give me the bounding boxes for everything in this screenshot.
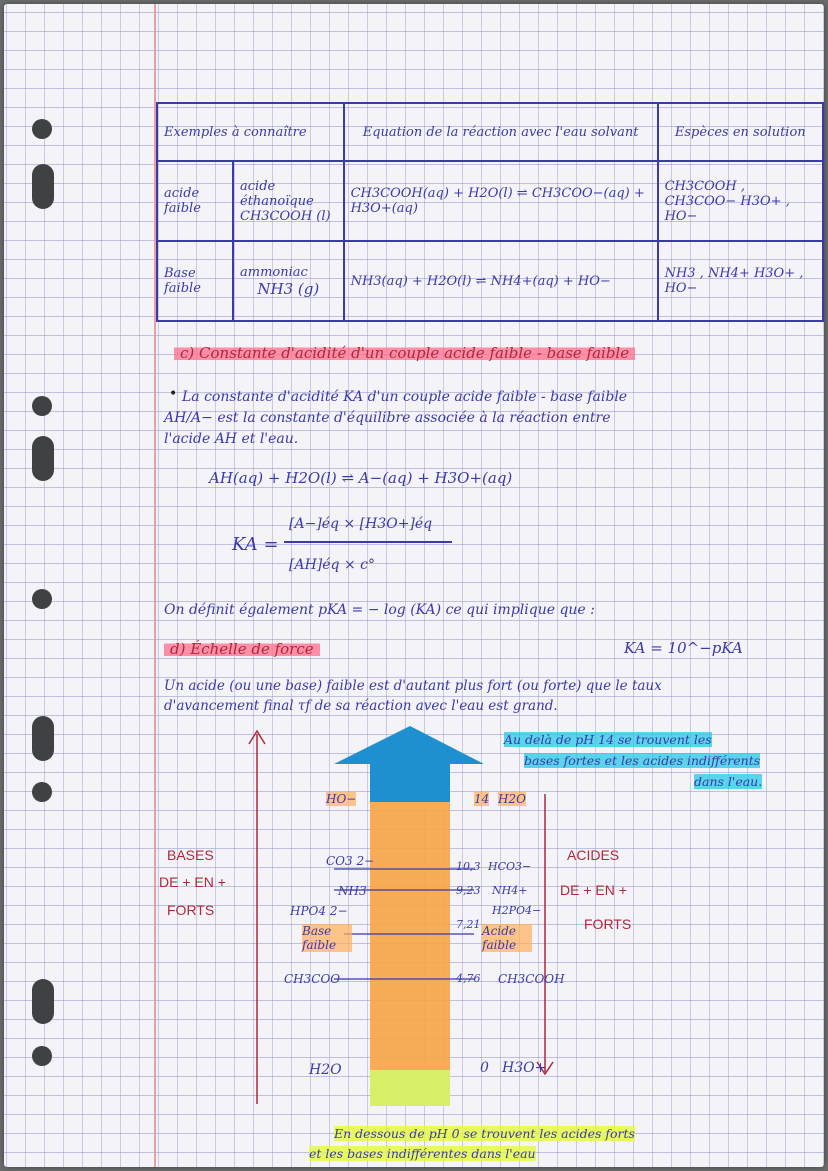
table-formula-text: CH3COOH (l)	[240, 208, 331, 224]
left-label-line-2: DE + EN +	[159, 874, 226, 890]
section-d-line-1: Un acide (ou une base) faible est d'autant plus fort (ou forte) que le taux	[164, 678, 662, 694]
base-entry: CO3 2−	[326, 854, 375, 868]
acid-entry: NH4+	[492, 884, 528, 897]
section-c-paragraph-2: AH/A− est la constante d'équilibre associée à la réaction entre	[164, 410, 611, 426]
table-cell-species: NH3 , NH4+ H3O+ , HO−	[658, 241, 823, 321]
top-note-line-1: Au delà de pH 14 se trouvent les	[504, 732, 712, 747]
bottom-note-line-2: et les bases indifférentes dans l'eau	[309, 1146, 536, 1161]
section-d-line-2: d'avancement final τf de sa réaction avec l'eau est grand.	[164, 698, 558, 714]
pka-definition: On définit également pKA = − log (KA) ce qui implique que :	[164, 602, 595, 618]
section-d-title: d) Échelle de force	[164, 640, 320, 658]
notebook-page	[4, 4, 824, 1167]
table-cell-species: CH3COOH , CH3COO− H3O+ , HO−	[658, 161, 823, 241]
table-cell-equation: NH3(aq) + H2O(l) ⇌ NH4+(aq) + HO−	[344, 241, 658, 321]
ka-numerator: [A−]éq × [H3O+]éq	[289, 516, 433, 532]
right-label-line-1: ACIDES	[567, 847, 620, 863]
base-entry: H2O	[309, 1062, 342, 1078]
acidity-equation: AH(aq) + H2O(l) ⇌ A−(aq) + H3O+(aq)	[209, 469, 513, 487]
table-name-text: acide éthanoïque	[240, 178, 314, 209]
ka-denominator: [AH]éq × c°	[289, 557, 375, 573]
table-cell-type: acide faible	[157, 161, 233, 241]
left-label-line-3: FORTS	[167, 902, 215, 918]
table-header-equation: Equation de la réaction avec l'eau solvant	[344, 103, 658, 161]
acid-entry: H3O+	[502, 1060, 547, 1076]
pka-value: 14	[474, 792, 490, 806]
ka-power: KA = 10^−pKA	[624, 639, 743, 657]
base-entry: NH3	[338, 884, 367, 898]
section-c-paragraph-3: l'acide AH et l'eau.	[164, 431, 299, 447]
pka-value: 10,3	[456, 860, 481, 873]
acid-entry: H2PO4−	[492, 904, 542, 917]
acid-entry: H2O	[498, 792, 526, 806]
pka-value: 9,23	[456, 884, 481, 897]
ka-symbol: KA =	[232, 534, 279, 555]
weak-acid-label: Acide faible	[482, 924, 532, 952]
table-name-text: ammoniac	[240, 264, 308, 280]
table-cell-type: Base faible	[157, 241, 233, 321]
table-header-examples: Exemples à connaître	[157, 103, 344, 161]
blue-scale-arrow	[334, 726, 484, 802]
base-entry: HO−	[326, 792, 357, 806]
left-label-line-1: BASES	[167, 847, 214, 863]
table-formula-text: NH3 (g)	[257, 279, 320, 298]
pka-value: 0	[480, 1060, 489, 1076]
acid-entry: HCO3−	[488, 860, 532, 873]
bullet: •	[169, 386, 178, 402]
pka-value: 4,76	[456, 972, 481, 985]
table-cell-equation: CH3COOH(aq) + H2O(l) ⇌ CH3COO−(aq) + H3O+(aq)	[344, 161, 658, 241]
base-entry: CH3COO−	[284, 972, 351, 986]
acid-entry: CH3COOH	[498, 972, 565, 986]
right-label-line-3: FORTS	[584, 916, 632, 932]
bottom-zone-bar	[370, 1070, 450, 1106]
section-c-title: c) Constante d'acidité d'un couple acide faible - base faible	[174, 344, 635, 362]
bottom-note-line-1: En dessous de pH 0 se trouvent les acides forts	[334, 1126, 635, 1141]
base-entry: HPO4 2−	[290, 904, 348, 918]
section-c-paragraph-1: La constante d'acidité KA d'un couple acide faible - base faible	[182, 389, 628, 405]
weak-base-label: Base faible	[302, 924, 352, 952]
right-label-line-2: DE + EN +	[560, 882, 627, 898]
table-header-species: Espèces en solution	[658, 103, 823, 161]
top-note-line-3: dans l'eau.	[694, 774, 763, 789]
top-note-line-2: bases fortes et les acides indifférents	[524, 753, 761, 768]
weak-zone-bar	[370, 802, 450, 1070]
pka-value: 7,21	[456, 918, 481, 931]
force-scale-diagram	[4, 4, 824, 1167]
